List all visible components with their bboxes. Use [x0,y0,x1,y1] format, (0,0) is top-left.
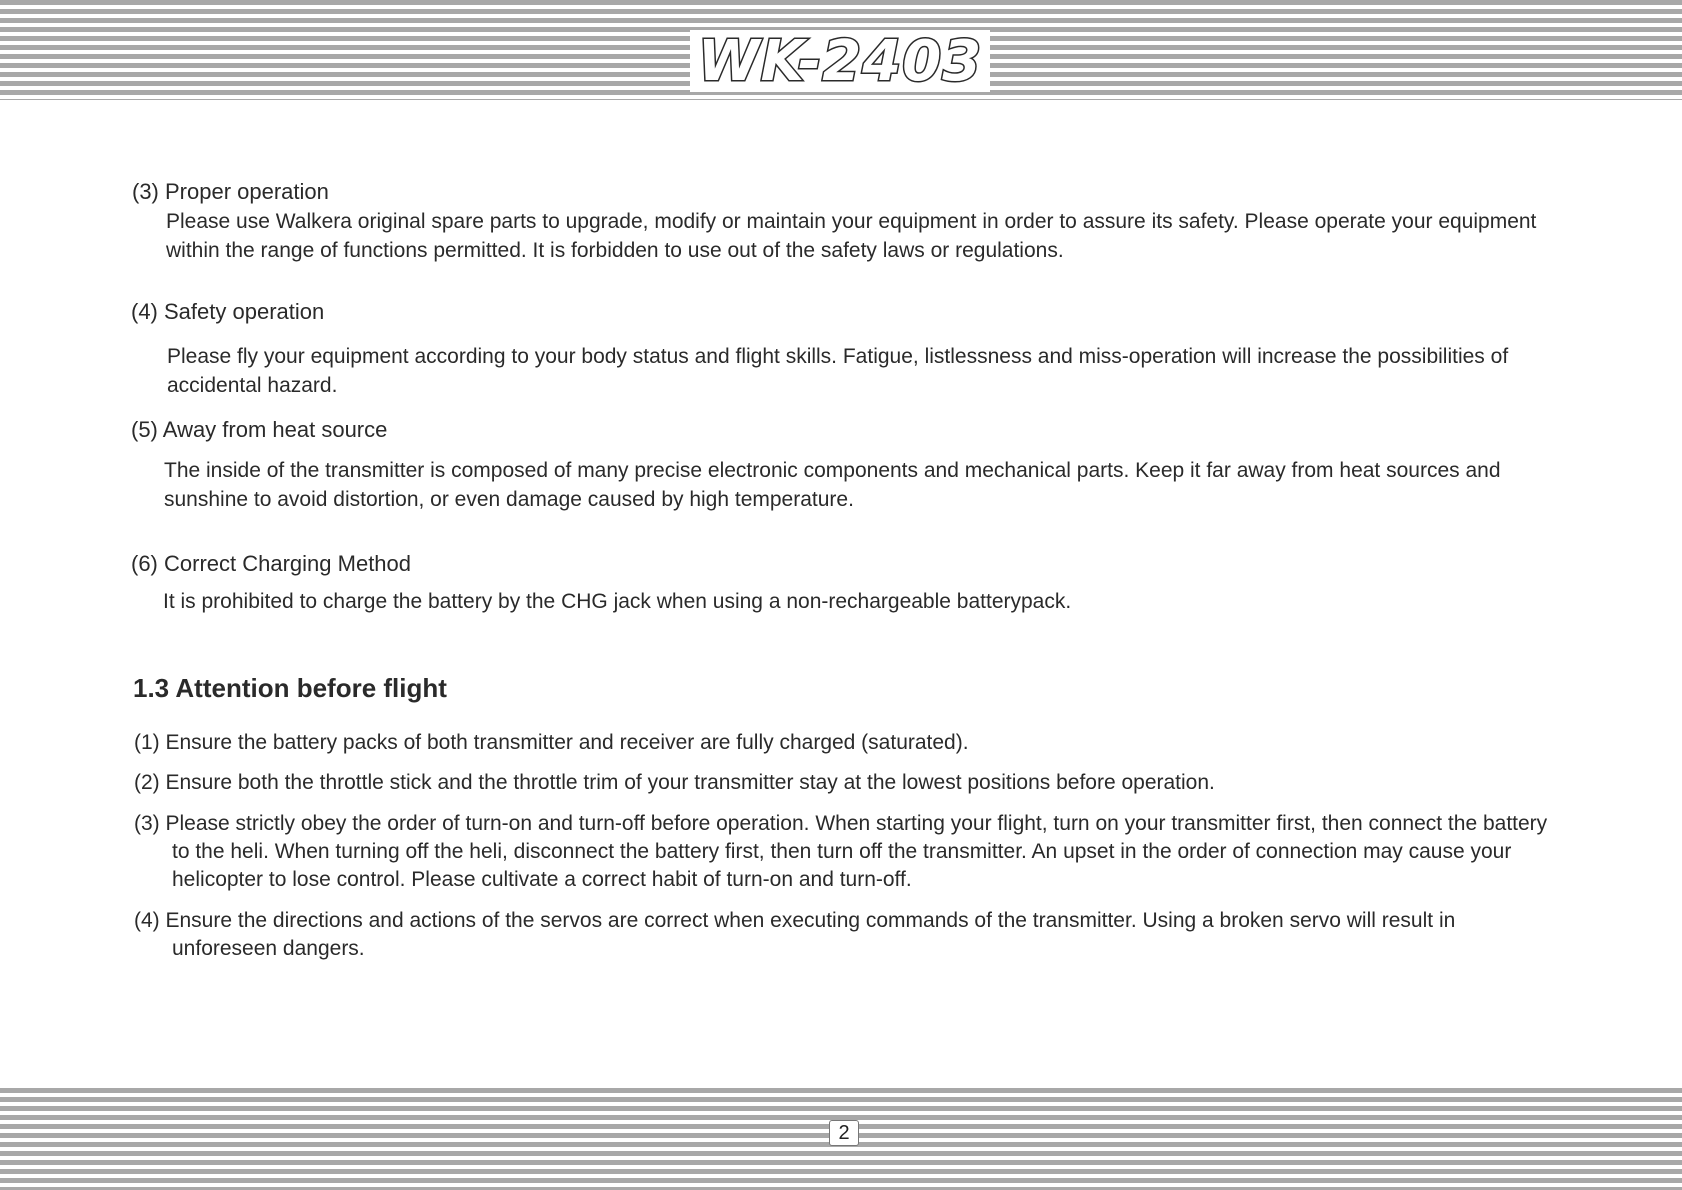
item-heading-heat-source: (5) Away from heat source [131,417,388,442]
logo-text: WK-2403 [697,32,983,90]
list-item [134,769,1554,797]
list-item [134,729,1554,757]
page-number: 2 [829,1120,859,1146]
list-item-text: (3) Please strictly obey the order of turn-on and turn-off before operation. When starting your flight, turn on your transmitter first, then connect the battery to the heli. When turning off the heli, disconnect the battery first, then turn off the transmitter. An upset in the order of connection may cause your helicopter to lose control. Please cultivate a correct habit of turn-on and turn-off. [134,812,1548,891]
item-body-charging-method: It is prohibited to charge the battery by the CHG jack when using a non-rechargeable batterypack. [163,590,1072,613]
item-heading-proper-operation: (3) Proper operation [132,179,329,204]
list-item [134,810,1554,894]
section-title: 1.3 Attention before flight [133,673,447,703]
list-item-text: (2) Ensure both the throttle stick and the throttle trim of your transmitter stay at the lowest positions before operation. [134,771,1215,794]
item-body-safety-operation: Please fly your equipment according to your body status and flight skills. Fatigue, listlessness and miss-operation will increase the possibilities of accidental hazard. [167,345,1509,397]
item-body-heat-source: The inside of the transmitter is composed of many precise electronic components and mechanical parts. Keep it far away from heat sources and sunshine to avoid distortion, or even damage caused by high temperature. [164,459,1501,511]
item-body-proper-operation: Please use Walkera original spare parts to upgrade, modify or maintain your equipment in order to assure its safety. Please operate your equipment within the range of functions permitted. It is forbidden to use out of the safety laws or regulations. [166,210,1537,262]
brand-logo [690,30,990,92]
item-heading-charging-method: (6) Correct Charging Method [131,551,412,576]
item-heading-safety-operation: (4) Safety operation [131,299,325,324]
list-item-text: (4) Ensure the directions and actions of the servos are correct when executing commands of the transmitter. Using a broken servo will result in unforeseen dangers. [134,909,1456,960]
list-item [134,907,1554,963]
list-item-text: (1) Ensure the battery packs of both transmitter and receiver are fully charged (saturated). [134,731,969,754]
